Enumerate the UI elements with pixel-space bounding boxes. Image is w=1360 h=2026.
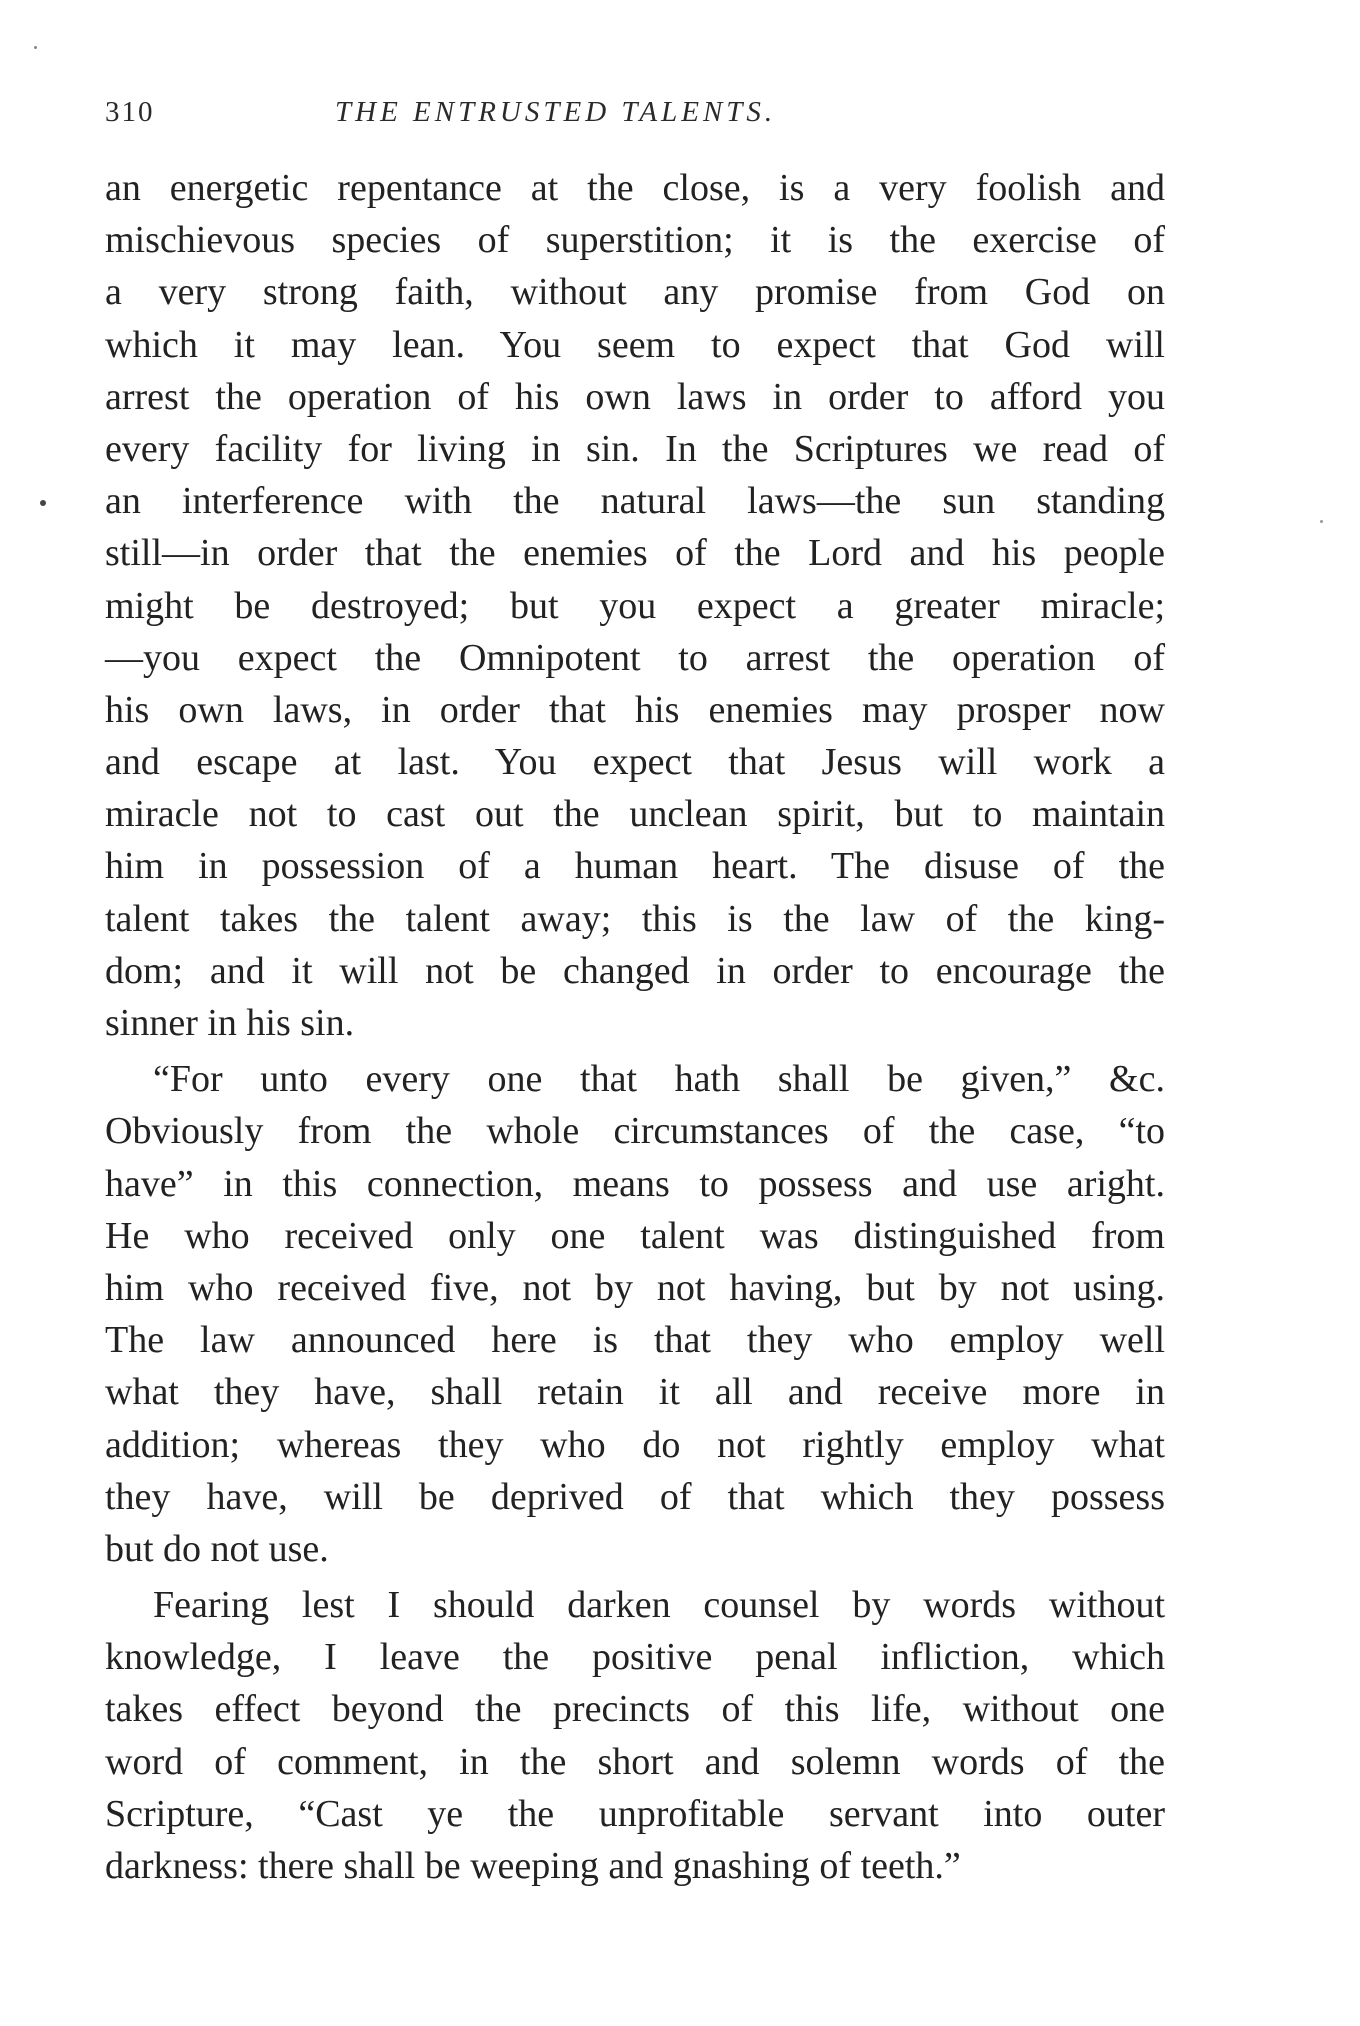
- text-line: his own laws, in order that his enemies may prosper now: [105, 688, 1165, 731]
- page-number: 310: [105, 96, 155, 128]
- text-line: which it may lean. You seem to expect that God will: [105, 323, 1165, 366]
- ink-speck: [1320, 520, 1323, 523]
- text-line: dom; and it will not be changed in order to encourage the: [105, 949, 1165, 992]
- text-line: sinner in his sin.: [105, 1002, 355, 1044]
- text-line: an interference with the natural laws—the sun standing: [105, 480, 1165, 523]
- text-line: a very strong faith, without any promise from God on: [105, 271, 1165, 314]
- text-line: Scripture, “Cast ye the unprofitable servant into outer: [105, 1792, 1165, 1835]
- text-line: knowledge, I leave the positive penal infliction, which: [105, 1636, 1165, 1679]
- text-line: The law announced here is that they who employ well: [105, 1319, 1165, 1362]
- text-line: —you expect the Omnipotent to arrest the operation of: [105, 636, 1165, 679]
- text-line: have” in this connection, means to possess and use aright.: [105, 1162, 1165, 1205]
- text-line: mischievous species of superstition; it is the exercise of: [105, 219, 1165, 262]
- text-line: every facility for living in sin. In the Scriptures we read of: [105, 427, 1165, 470]
- text-line: still—in order that the enemies of the Lord and his people: [105, 532, 1165, 575]
- text-line: word of comment, in the short and solemn words of the: [105, 1740, 1165, 1783]
- text-line: and escape at last. You expect that Jesus will work a: [105, 741, 1165, 784]
- text-line: Obviously from the whole circumstances of the case, “to: [105, 1110, 1165, 1153]
- text-line: might be destroyed; but you expect a greater miracle;: [105, 584, 1165, 627]
- text-line: He who received only one talent was distinguished from: [105, 1214, 1165, 1257]
- text-line: Fearing lest I should darken counsel by words without: [153, 1584, 1165, 1627]
- text-line: arrest the operation of his own laws in order to afford you: [105, 375, 1165, 418]
- text-line: they have, will be deprived of that which they possess: [105, 1475, 1165, 1518]
- text-line: takes effect beyond the precincts of this life, without one: [105, 1688, 1165, 1731]
- margin-dot: [40, 500, 46, 506]
- ink-speck: [34, 46, 37, 49]
- text-line: addition; whereas they who do not rightly employ what: [105, 1423, 1165, 1466]
- body-text: [105, 162, 1165, 1892]
- text-line: talent takes the talent away; this is the law of the king-: [105, 897, 1165, 940]
- text-line: an energetic repentance at the close, is a very foolish and: [105, 167, 1165, 209]
- paragraph: [105, 1579, 1165, 1892]
- running-title: THE ENTRUSTED TALENTS.: [335, 96, 777, 128]
- page-header: [105, 92, 1165, 132]
- text-line: what they have, shall retain it all and receive more in: [105, 1371, 1165, 1414]
- text-line: darkness: there shall be weeping and gnashing of teeth.”: [105, 1845, 961, 1887]
- text-line: but do not use.: [105, 1527, 329, 1570]
- text-line: him who received five, not by not having, but by not using.: [105, 1266, 1165, 1309]
- paragraph: [105, 1053, 1165, 1575]
- paragraph: [105, 162, 1165, 1049]
- text-line: “For unto every one that hath shall be given,” &c.: [153, 1058, 1165, 1101]
- text-line: him in possession of a human heart. The disuse of the: [105, 845, 1165, 888]
- text-line: miracle not to cast out the unclean spirit, but to maintain: [105, 793, 1165, 836]
